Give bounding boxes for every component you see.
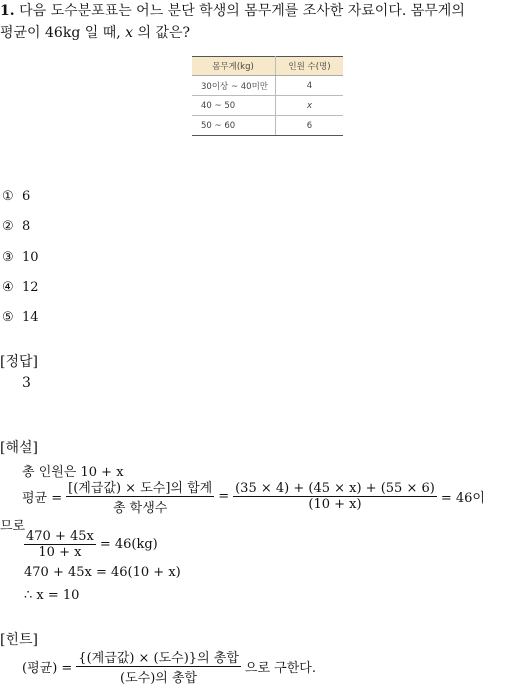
question-variable: x (125, 25, 134, 41)
mean-fraction-numerator: [(계급값) × 도수]의 합계 (66, 477, 214, 497)
explanation-continuation: 므로 (0, 519, 26, 534)
hint-fraction-denominator: (도수)의 총합 (120, 671, 198, 686)
equation-1-denominator: 10 + x (38, 545, 82, 560)
mean-equals: = (218, 489, 230, 504)
equation-1 (24, 529, 158, 560)
question-text: 다음 도수분포표는 어느 분단 학생의 몸무게를 조사한 자료이다. 몸무게의 (19, 3, 465, 19)
table-row (192, 116, 343, 136)
equation-1-rhs: = 46(kg) (99, 537, 158, 552)
mean-label: 평균 = (22, 491, 63, 506)
explanation-line-1: 총 인원은 10 + x (22, 465, 124, 480)
equation-1-numerator: 470 + 45x (26, 529, 94, 544)
hint-rhs: 으로 구한다. (244, 661, 316, 676)
choice-mark: ③ (2, 250, 14, 265)
mean-fraction-denominator: 총 학생수 (112, 501, 168, 516)
table-row (192, 76, 343, 96)
hint-label: [힌트] (0, 632, 38, 648)
choice-4[interactable] (2, 280, 39, 295)
mean-result: = 46이 (440, 491, 485, 506)
choice-mark: ⑤ (2, 310, 14, 325)
mean-fraction-2-denominator: (10 + x) (308, 497, 362, 512)
table-cell: x (276, 96, 344, 116)
table-cell: 50 ~ 60 (192, 116, 276, 136)
choice-1[interactable] (2, 189, 30, 204)
answer-label: [정답] (0, 354, 38, 370)
choice-5[interactable] (2, 310, 39, 325)
explanation-label: [해설] (0, 440, 38, 456)
answer-value: 3 (22, 375, 31, 391)
choice-value: 10 (22, 250, 39, 265)
choice-value: 14 (22, 310, 39, 325)
choice-3[interactable] (2, 250, 39, 265)
question-line-1 (0, 0, 465, 20)
table-cell: 30이상 ~ 40미만 (192, 76, 276, 96)
equation-3: ∴ x = 10 (24, 588, 80, 603)
hint-fraction (76, 647, 241, 686)
table-header-weight: 몸무게(kg) (192, 57, 276, 76)
choice-mark: ② (2, 219, 14, 234)
hint-lhs: (평균) = (22, 661, 73, 676)
frequency-table (192, 56, 343, 136)
choice-mark: ① (2, 189, 14, 204)
choice-value: 12 (22, 280, 39, 295)
hint-fraction-numerator: {(계급값) × (도수)}의 총합 (76, 647, 241, 667)
table-cell: 40 ~ 50 (192, 96, 276, 116)
choice-mark: ④ (2, 280, 14, 295)
table-cell: 6 (276, 116, 344, 136)
hint-formula (22, 647, 316, 686)
question-number: 1. (0, 3, 15, 19)
question-line-2 (0, 22, 190, 42)
choice-2[interactable] (2, 219, 30, 234)
equation-1-fraction (24, 529, 96, 560)
table-header-count: 인원 수(명) (276, 57, 344, 76)
table-header-row (192, 57, 343, 76)
choice-value: 6 (22, 189, 31, 204)
table-row (192, 96, 343, 116)
question-text-3: 의 값은? (133, 25, 191, 41)
question-text-2: 평균이 46kg 일 때, (0, 25, 126, 41)
mean-formula (22, 477, 485, 516)
equation-2: 470 + 45x = 46(10 + x) (24, 565, 181, 580)
choice-value: 8 (22, 219, 31, 234)
mean-fraction (66, 477, 214, 516)
mean-fraction-2-numerator: (35 × 4) + (45 × x) + (55 × 6) (235, 481, 435, 496)
table-cell: 4 (276, 76, 344, 96)
mean-fraction-2 (233, 481, 437, 512)
